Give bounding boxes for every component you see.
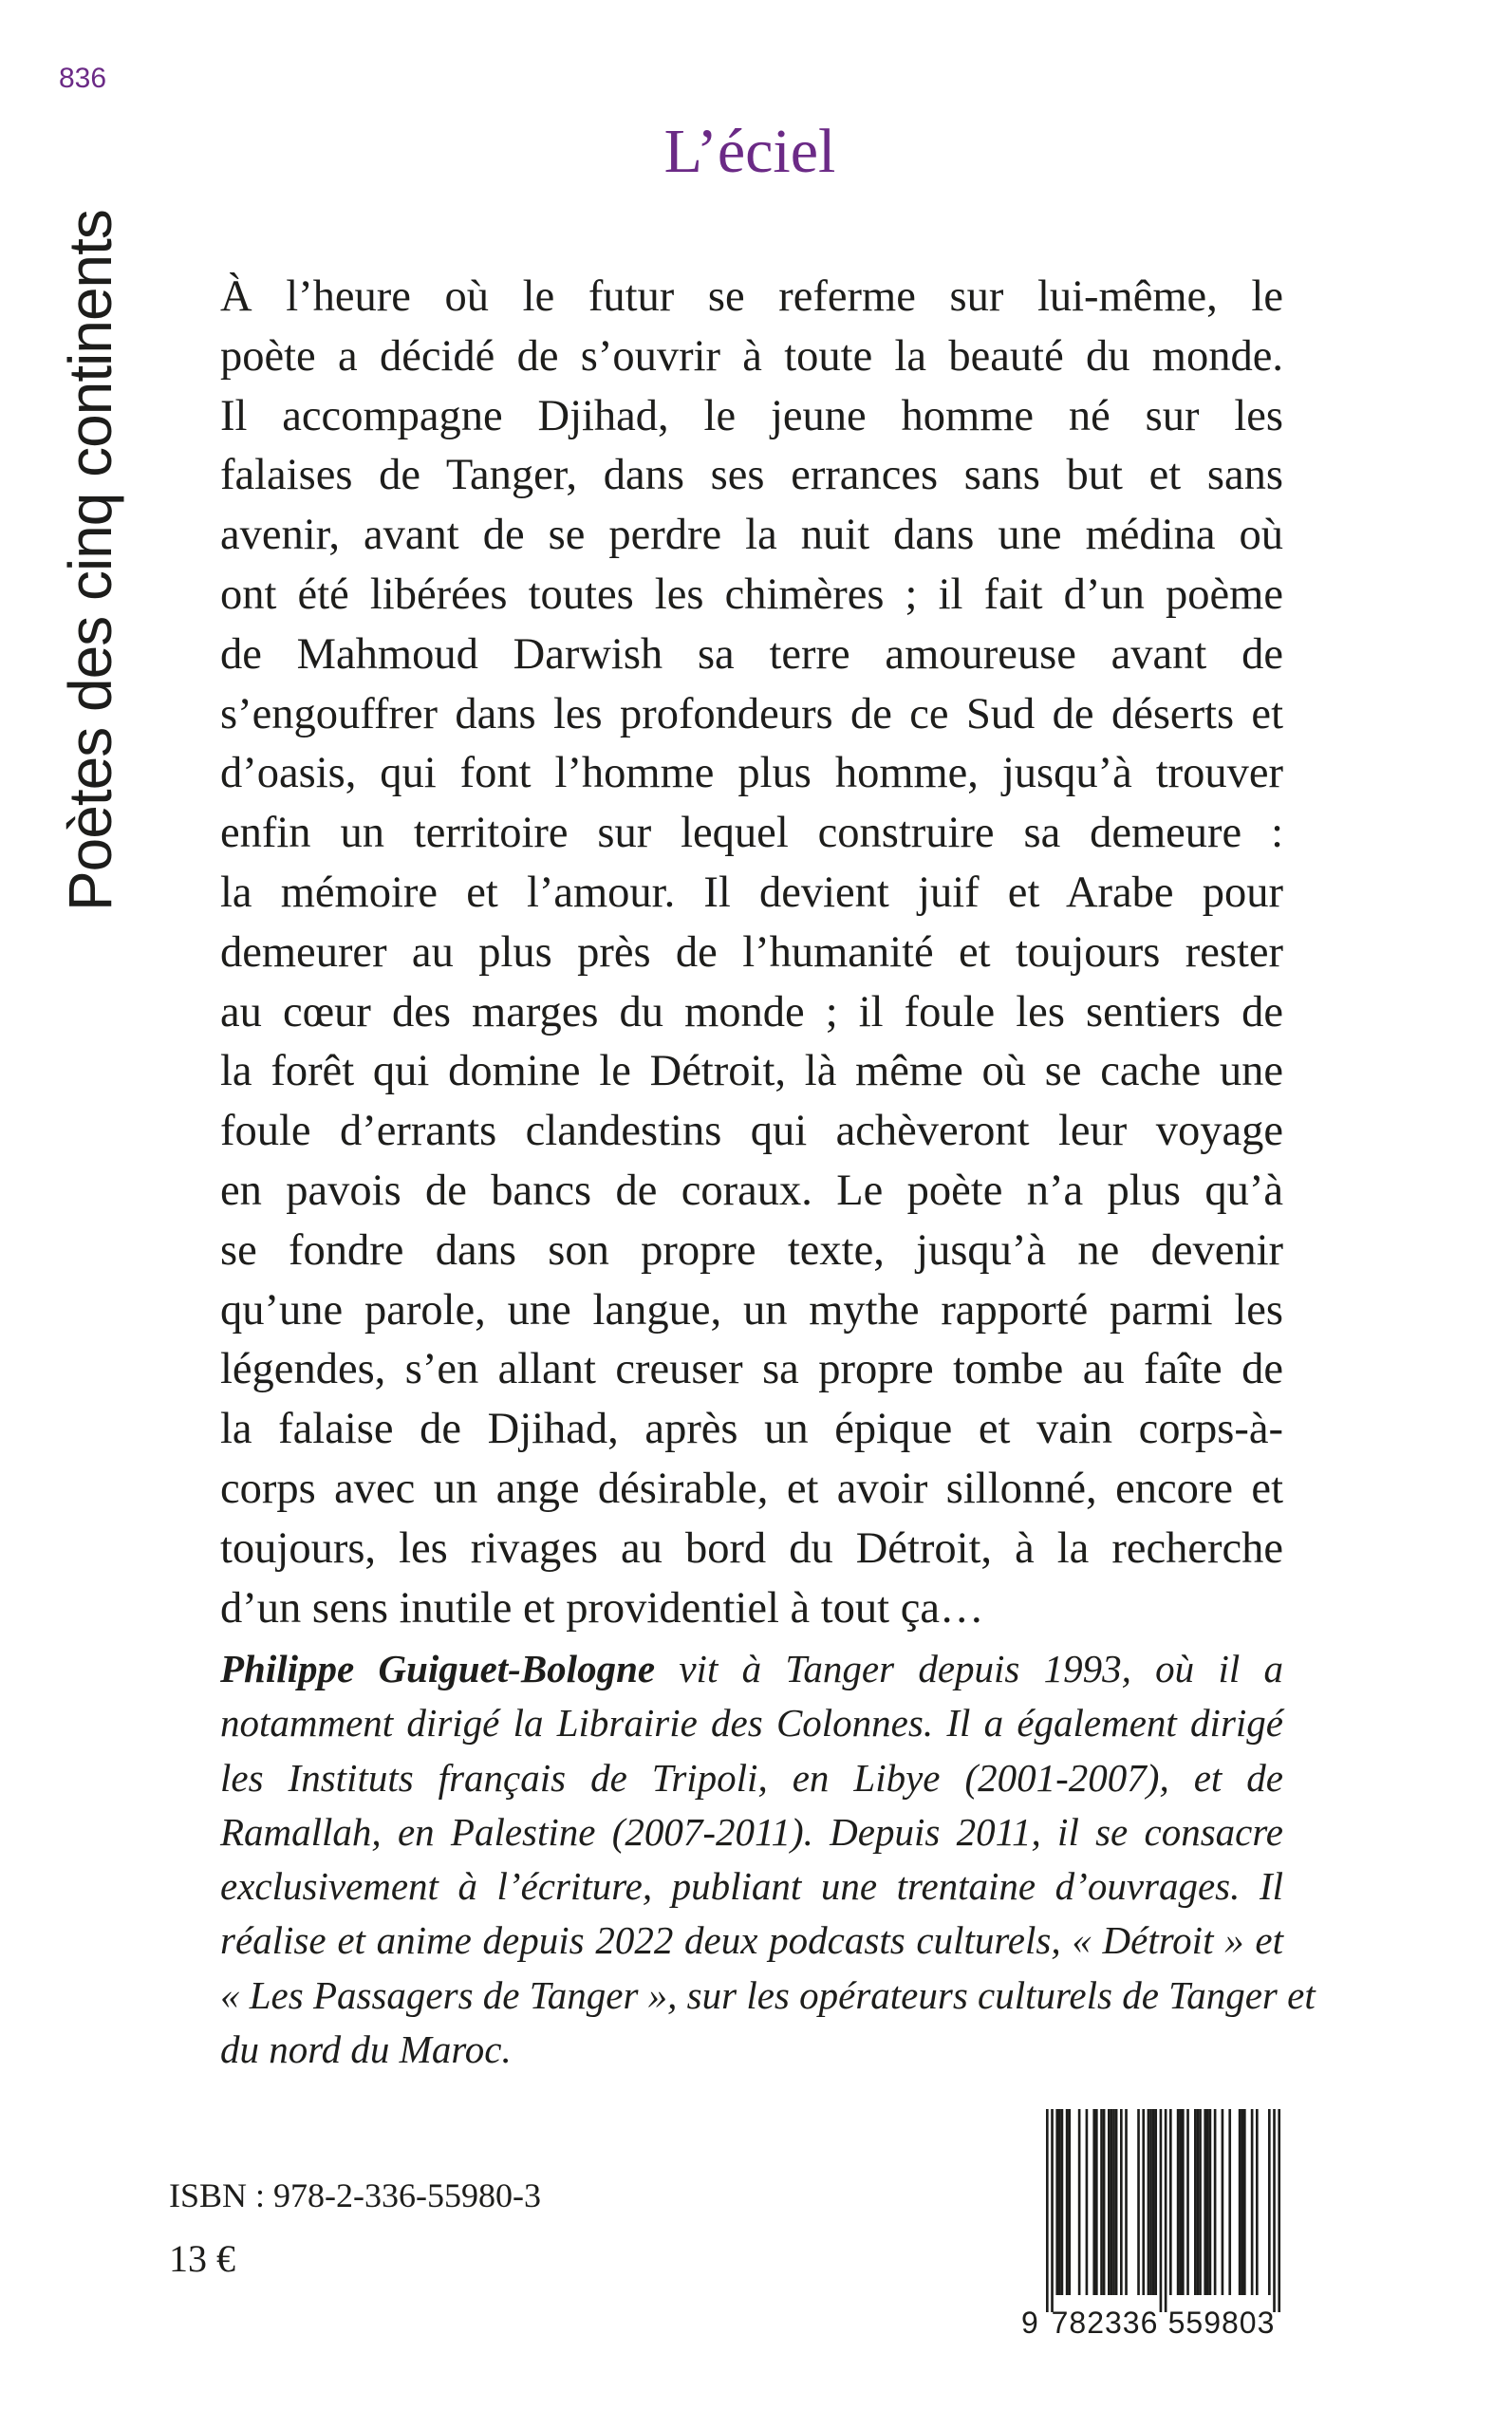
barcode-bar — [1273, 2109, 1276, 2312]
barcode-bar — [1115, 2109, 1118, 2295]
barcode-bar — [1125, 2109, 1128, 2295]
barcode-bar — [1154, 2109, 1157, 2295]
blurb-line: poète a décidé de s’ouvrir à toute la beauté du monde. — [220, 331, 1283, 381]
barcode-digit-first: 9 — [1021, 2306, 1038, 2340]
barcode-bar — [1051, 2109, 1054, 2312]
barcode-bar — [1243, 2109, 1246, 2295]
barcode-bar — [1268, 2109, 1271, 2295]
bio-line: du nord du Maroc. — [220, 2027, 512, 2072]
barcode-bar — [1120, 2109, 1123, 2295]
blurb-line: Il accompagne Djihad, le jeune homme né sur les — [220, 391, 1283, 440]
blurb-line: de Mahmoud Darwish sa terre amoureuse avant de — [220, 629, 1283, 679]
barcode-bar — [1152, 2109, 1155, 2295]
barcode-bar — [1209, 2109, 1212, 2295]
barcode-bar — [1078, 2109, 1081, 2295]
bio-line: notamment dirigé la Librairie des Colonnes. Il a également dirigé — [220, 1701, 1283, 1746]
blurb-line: avenir, avant de se perdre la nuit dans une médina où — [220, 511, 1283, 560]
barcode-bar — [1199, 2109, 1202, 2295]
barcode-bar — [1177, 2109, 1180, 2295]
blurb-line: ont été libérées toutes les chimères ; il fait d’un poème — [220, 570, 1283, 619]
barcode-bar — [1278, 2109, 1280, 2312]
blurb-line: la forêt qui domine le Détroit, là même où se cache une — [220, 1047, 1283, 1096]
blurb-line: d’oasis, qui font l’homme plus homme, jusqu’à trouver — [220, 749, 1283, 798]
bio-line: exclusivement à l’écriture, publiant une trentaine d’ouvrages. Il — [220, 1864, 1283, 1909]
barcode-bar — [1086, 2109, 1089, 2295]
blurb — [220, 268, 1283, 1638]
barcode-bar — [1179, 2109, 1182, 2295]
barcode-bar — [1241, 2109, 1243, 2295]
barcode-bar — [1214, 2109, 1217, 2295]
barcode-bar — [1222, 2109, 1224, 2295]
bio-line: « Les Passagers de Tanger », sur les opérateurs culturels de Tanger et — [220, 1972, 1316, 2017]
blurb-line: en pavois de bancs de coraux. Le poète n’a plus qu’à — [220, 1166, 1283, 1215]
barcode-bar — [1256, 2109, 1259, 2295]
barcode-digits-left: 782336 — [1051, 2306, 1159, 2340]
barcode-bar — [1148, 2109, 1150, 2295]
price: 13 € — [169, 2237, 235, 2280]
barcode-bar — [1137, 2109, 1140, 2295]
barcode-bar — [1186, 2109, 1189, 2295]
bio-line: les Instituts français de Tripoli, en Libye (2001-2007), et de — [220, 1755, 1283, 1800]
barcode-bar — [1165, 2109, 1167, 2312]
barcode-bar — [1194, 2109, 1197, 2295]
barcode-bar — [1103, 2109, 1106, 2295]
series-name: Poètes des cinq continents — [56, 210, 124, 911]
blurb-line: foule d’errants clandestins qui achèveront leur voyage — [220, 1107, 1283, 1156]
series-number: 836 — [59, 63, 107, 94]
blurb-line: corps avec un ange désirable, et avoir sillonné, encore et — [220, 1464, 1283, 1513]
book-title: L’éciel — [663, 117, 836, 186]
barcode-bar — [1095, 2109, 1098, 2295]
isbn: ISBN : 978-2-336-55980-3 — [169, 2176, 541, 2214]
blurb-line: au cœur des marges du monde ; il foule les sentiers de — [220, 987, 1283, 1036]
barcode-bar — [1149, 2109, 1152, 2295]
blurb-line: À l’heure où le futur se referme sur lui-même, le — [220, 272, 1283, 321]
barcode-bar — [1108, 2109, 1111, 2295]
blurb-line: légendes, s’en allant creuser sa propre tombe au faîte de — [220, 1345, 1283, 1394]
barcode-bar — [1169, 2109, 1172, 2295]
barcode-bar — [1251, 2109, 1254, 2295]
blurb-line: toujours, les rivages au bord du Détroit, à la recherche — [220, 1523, 1283, 1573]
barcode-bar — [1066, 2109, 1069, 2295]
barcode-bar — [1058, 2109, 1061, 2295]
blurb-line: s’engouffrer dans les profondeurs de ce Sud de déserts et — [220, 689, 1283, 738]
barcode-bar — [1239, 2109, 1241, 2295]
barcode-bar — [1206, 2109, 1209, 2295]
barcode-bar — [1228, 2109, 1231, 2295]
blurb-line: la mémoire et l’amour. Il devient juif et Arabe pour — [220, 868, 1283, 917]
blurb-line: demeurer au plus près de l’humanité et toujours rester — [220, 927, 1283, 977]
barcode-bar — [1068, 2109, 1071, 2295]
barcode-bar — [1100, 2109, 1103, 2295]
blurb-line: d’un sens inutile et providentiel à tout ça… — [220, 1583, 984, 1633]
barcode-bar — [1204, 2109, 1206, 2295]
barcode — [1017, 2105, 1302, 2343]
bio-line — [220, 1642, 1283, 1696]
barcode-bar — [1111, 2109, 1113, 2295]
blurb-line: se fondre dans son propre texte, jusqu’à ne devenir — [220, 1225, 1283, 1275]
barcode-bar — [1092, 2109, 1095, 2295]
author-bio — [220, 1642, 1316, 2077]
barcode-bar — [1046, 2109, 1049, 2312]
bio-line: réalise et anime depuis 2022 deux podcasts culturels, « Détroit » et — [220, 1918, 1283, 1963]
bio-line: Ramallah, en Palestine (2007-2011). Depuis 2011, il se consacre — [220, 1809, 1283, 1854]
barcode-bar — [1061, 2109, 1064, 2295]
bio-first-line-text: vit à Tanger depuis 1993, où il a — [655, 1647, 1283, 1690]
barcode-bar — [1160, 2109, 1163, 2312]
blurb-line: enfin un territoire sur lequel construire sa demeure : — [220, 809, 1283, 858]
author-name: Philippe Guiguet-Bologne — [220, 1647, 656, 1690]
barcode-bar — [1197, 2109, 1200, 2295]
barcode-bar — [1112, 2109, 1115, 2295]
barcode-digits-right: 559803 — [1167, 2306, 1276, 2340]
blurb-line: la falaise de Djihad, après un épique et vain corps-à- — [220, 1405, 1283, 1454]
barcode-bar — [1055, 2109, 1058, 2295]
blurb-line: falaises de Tanger, dans ses errances sans but et sans — [220, 451, 1283, 500]
barcode-bar — [1142, 2109, 1145, 2295]
blurb-line: qu’une parole, une langue, un mythe rapporté parmi les — [220, 1285, 1283, 1335]
barcode-bar — [1182, 2109, 1185, 2295]
